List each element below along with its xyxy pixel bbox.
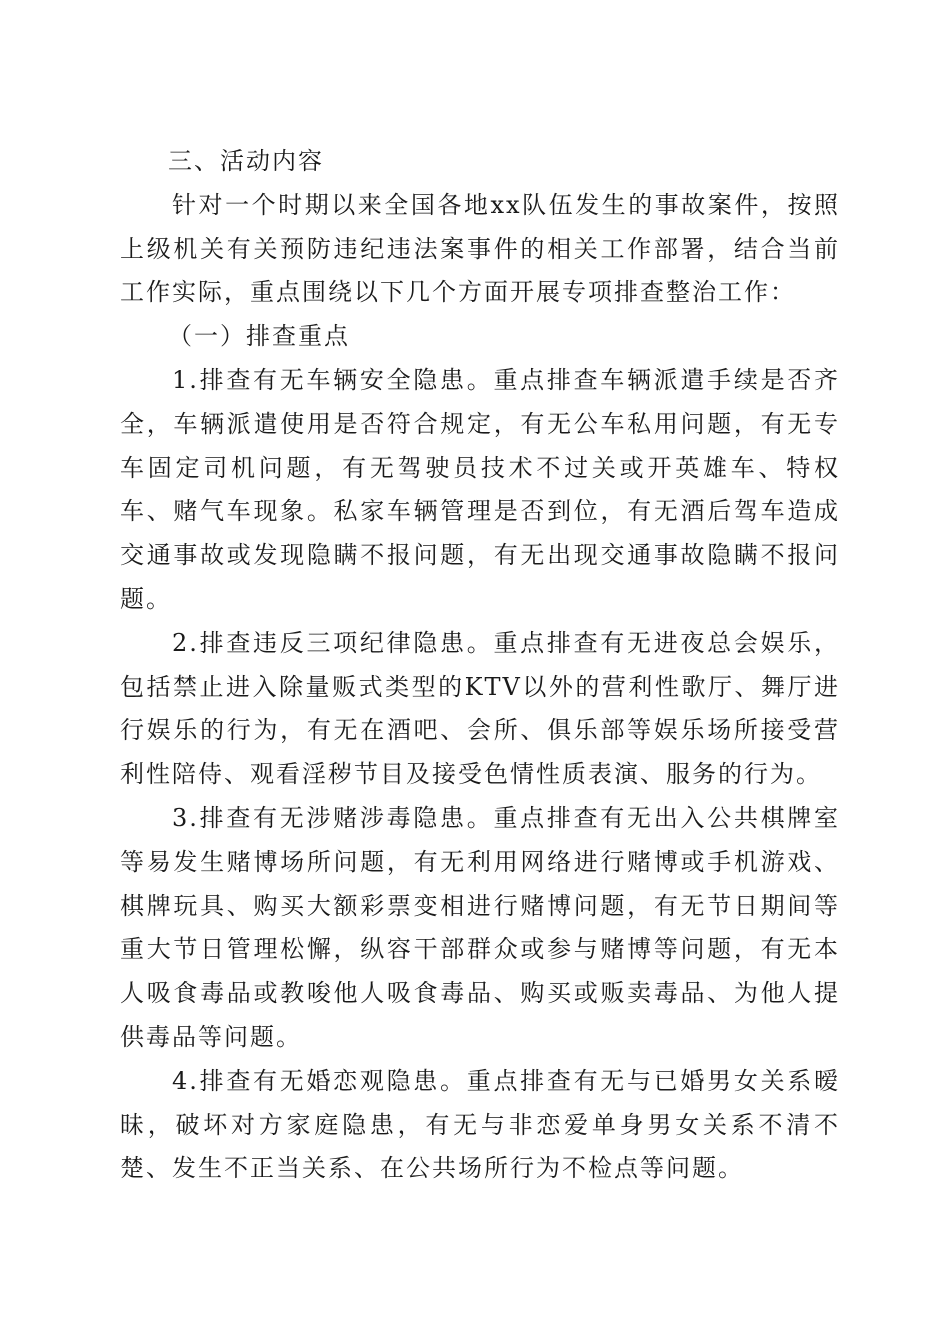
item-paragraph-3: 3.排查有无涉赌涉毒隐患。重点排查有无出入公共棋牌室等易发生赌博场所问题，有无利用网络进行赌博或手机游戏、棋牌玩具、购买大额彩票变相进行赌博问题，有无节日期间等重大节日管理松懈，纵容干部群众或参与赌博等问题，有无本人吸食毒品或教唆他人吸食毒品、购买或贩卖毒品、为他人提供毒品等问题。 xyxy=(120,803,840,1051)
document-body xyxy=(120,140,840,1191)
section-title: 三、活动内容 xyxy=(168,147,324,175)
intro-paragraph: 针对一个时期以来全国各地xx队伍发生的事故案件，按照上级机关有关预防违纪违法案事件的相关工作部署，结合当前工作实际，重点围绕以下几个方面开展专项排查整治工作： xyxy=(120,190,840,307)
subsection-title: （一）排查重点 xyxy=(168,322,350,351)
item-paragraph-4: 4.排查有无婚恋观隐患。重点排查有无与已婚男女关系暧昧，破坏对方家庭隐患，有无与非恋爱单身男女关系不清不楚、发生不正当关系、在公共场所行为不检点等问题。 xyxy=(120,1066,840,1183)
item-paragraph-2: 2.排查违反三项纪律隐患。重点排查有无进夜总会娱乐，包括禁止进入除量贩式类型的KTV以外的营利性歌厅、舞厅进行娱乐的行为，有无在酒吧、会所、俱乐部等娱乐场所接受营利性陪侍、观看淫秽节目及接受色情性质表演、服务的行为。 xyxy=(120,628,840,789)
item-paragraph-1: 1.排查有无车辆安全隐患。重点排查车辆派遣手续是否齐全，车辆派遣使用是否符合规定，有无公车私用问题，有无专车固定司机问题，有无驾驶员技术不过关或开英雄车、特权车、赌气车现象。私家车辆管理是否到位，有无酒后驾车造成交通事故或发现隐瞒不报问题，有无出现交通事故隐瞒不报问题。 xyxy=(120,365,840,613)
